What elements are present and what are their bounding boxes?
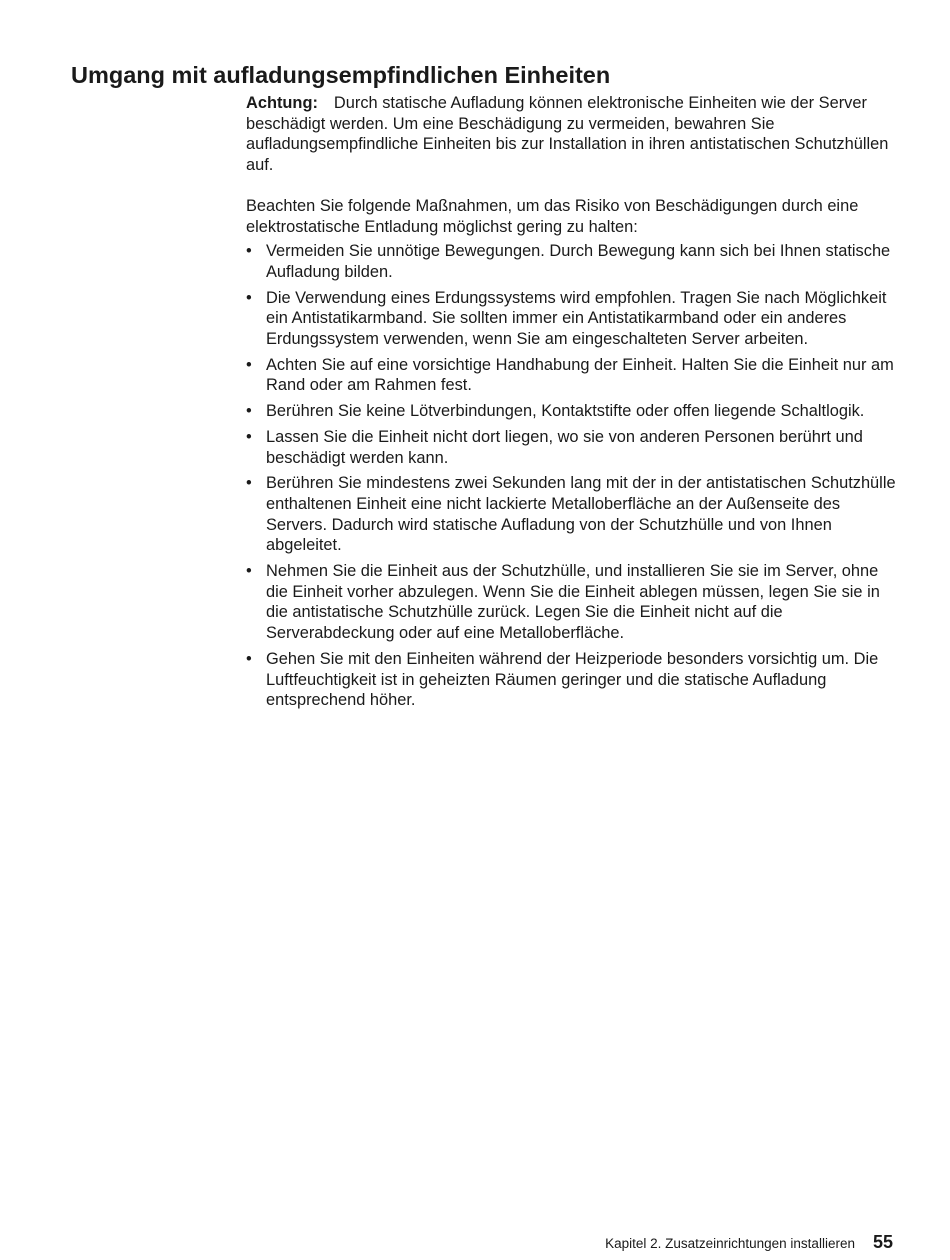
page-number: 55 <box>872 1232 893 1252</box>
list-item-text: Die Verwendung eines Erdungssystems wird empfohlen. Tragen Sie nach Möglichkeit ein Antistatikarmband. Sie sollten immer ein Antistatikarmband oder ein anderes Erdungssystem verwenden, wenn Sie am eingeschalteten Server arbeiten. <box>266 288 887 349</box>
page-body <box>246 93 896 716</box>
intro-paragraph: Beachten Sie folgende Maßnahmen, um das Risiko von Beschädigungen durch eine elektrostatische Entladung möglichst gering zu halten: <box>246 196 859 236</box>
attention-notice <box>246 93 896 176</box>
attention-label: Achtung: <box>246 94 318 112</box>
list-item-text: Lassen Sie die Einheit nicht dort liegen, wo sie von anderen Personen berührt und beschädigt werden kann. <box>266 427 863 467</box>
list-item <box>246 241 896 282</box>
bullet-icon: • <box>246 474 252 493</box>
list-item-text: Berühren Sie keine Lötverbindungen, Kontaktstifte oder offen liegende Schaltlogik. <box>266 402 865 421</box>
list-item <box>246 288 896 350</box>
bullet-icon: • <box>246 242 252 261</box>
measures-list <box>246 241 896 711</box>
list-item <box>246 355 896 396</box>
list-item <box>246 473 896 556</box>
footer-chapter-title: Kapitel 2. Zusatzeinrichtungen installieren <box>605 1236 855 1251</box>
list-item <box>246 649 896 711</box>
bullet-icon: • <box>246 402 252 421</box>
bullet-icon: • <box>246 427 252 446</box>
page-heading: Umgang mit aufladungsempfindlichen Einheiten <box>71 62 611 88</box>
list-item <box>246 401 896 422</box>
bullet-icon: • <box>246 288 252 307</box>
bullet-icon: • <box>246 355 252 374</box>
page-footer <box>605 1232 893 1254</box>
bullet-icon: • <box>246 649 252 668</box>
bullet-icon: • <box>246 562 252 581</box>
list-item <box>246 561 896 644</box>
attention-text: Durch statische Aufladung können elektronische Einheiten wie der Server beschädigt werden. Um eine Beschädigung zu vermeiden, bewahren Sie aufladungsempfindliche Einheiten bis zur Installation in ihren antistatischen Schutzhüllen auf. <box>246 94 889 175</box>
list-item <box>246 427 896 468</box>
list-item-text: Gehen Sie mit den Einheiten während der Heizperiode besonders vorsichtig um. Die Luftfeuchtigkeit ist in geheizten Räumen geringer und die statische Aufladung entsprechend höher. <box>266 649 879 710</box>
list-item-text: Berühren Sie mindestens zwei Sekunden lang mit der in der antistatischen Schutzhülle enthaltenen Einheit eine nicht lackierte Metalloberfläche an der Außenseite des Servers. Dadurch wird statische Aufladung von der Schutzhülle und von Ihnen abgeleitet. <box>266 474 896 555</box>
list-item-text: Nehmen Sie die Einheit aus der Schutzhülle, und installieren Sie sie im Server, ohne die Einheit vorher abzulegen. Wenn Sie die Einheit ablegen müssen, legen Sie sie in die antistatische Schutzhülle zurück. Legen Sie die Einheit nicht auf die Serverabdeckung oder auf eine Metalloberfläche. <box>266 562 880 643</box>
list-item-text: Vermeiden Sie unnötige Bewegungen. Durch Bewegung kann sich bei Ihnen statische Aufladung bilden. <box>266 242 891 281</box>
list-item-text: Achten Sie auf eine vorsichtige Handhabung der Einheit. Halten Sie die Einheit nur am Rand oder am Rahmen fest. <box>266 355 894 395</box>
